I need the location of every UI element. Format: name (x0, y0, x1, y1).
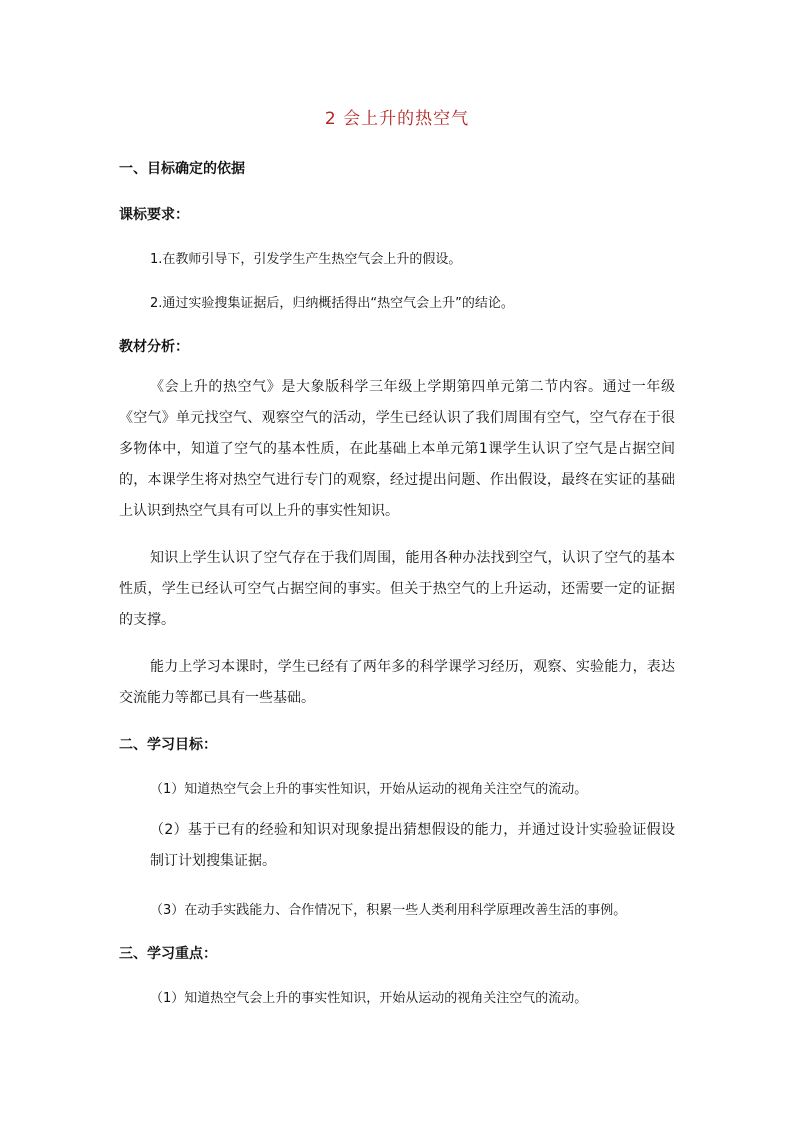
standards-item-2: 2.通过实验搜集证据后，归纳概括得出“热空气会上升”的结论。 (150, 296, 514, 311)
section-heading-objectives: 二、学习目标： (119, 737, 217, 753)
analysis-paragraph-1: 《会上升的热空气》是大象版科学三年级上学期第四单元第二节内容。通过一年级《空气》单元找空气、观察空气的活动，学生已经认识了我们周围有空气，空气存在于很多物体中，知道了空气的基本性质，在此基础上本单元第1课学生认识了空气是占据空间的，本课学生将对热空气进行专门的观察，经过提出问题、作出假设，最终在实证的基础上认识到热空气具有可以上升的事实性知识。 (119, 379, 675, 519)
objective-item-3: （3）在动手实践能力、合作情况下，积累一些人类利用科学原理改善生活的事例。 (150, 903, 627, 918)
analysis-paragraph-3: 能力上学习本课时，学生已经有了两年多的科学课学习经历，观察、实验能力，表达交流能力等都已具有一些基础。 (119, 659, 675, 706)
keypoint-item-1: （1）知道热空气会上升的事实性知识，开始从运动的视角关注空气的流动。 (150, 991, 588, 1006)
objective-item-2: （2）基于已有的经验和知识对现象提出猜想假设的能力，并通过设计实验验证假设制订计划搜集证据。 (150, 822, 675, 869)
analysis-heading: 教材分析： (119, 339, 189, 355)
analysis-paragraph-2: 知识上学生认识了空气存在于我们周围，能用各种办法找到空气，认识了空气的基本性质，学生已经认可空气占据空间的事实。但关于热空气的上升运动，还需要一定的证据的支撑。 (119, 550, 675, 628)
section-heading-basis: 一、目标确定的依据 (119, 161, 245, 177)
objective-item-1: （1）知道热空气会上升的事实性知识，开始从运动的视角关注空气的流动。 (150, 782, 588, 797)
standards-item-1: 1.在教师引导下，引发学生产生热空气会上升的假设。 (150, 252, 462, 267)
standards-heading: 课标要求： (119, 207, 189, 223)
page-title: 2 会上升的热空气 (324, 109, 470, 129)
section-heading-keypoints: 三、学习重点： (119, 946, 217, 962)
